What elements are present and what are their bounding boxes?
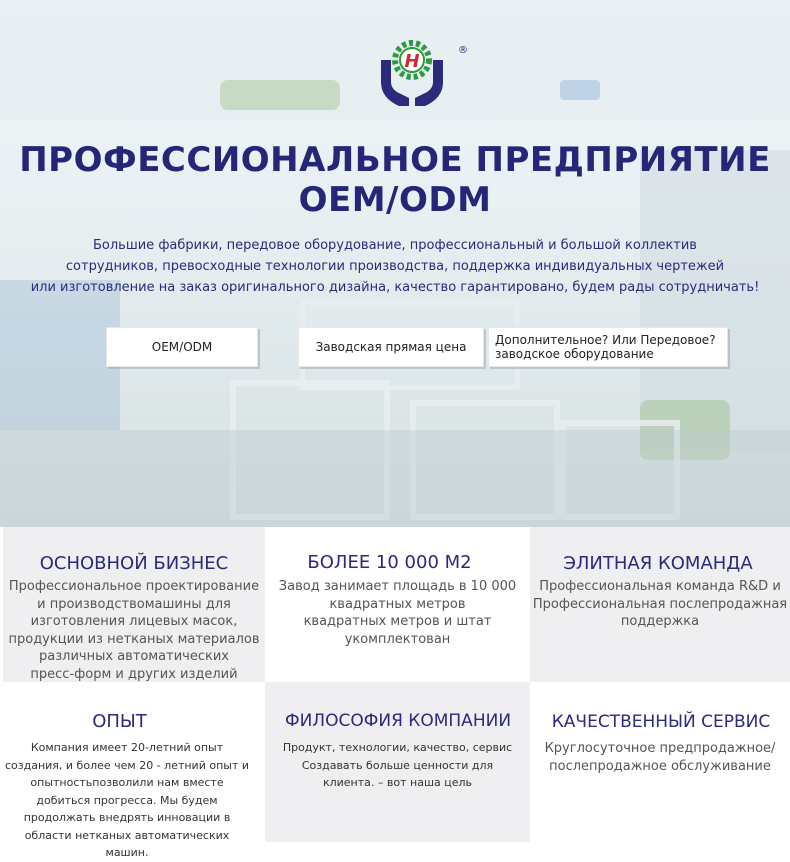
feature-team-text [530,578,790,631]
feature-area-line: квадратных метров [329,596,466,612]
hero-desc-line-2: сотрудников, превосходные технологии производства, поддержка индивидуальных чертежей [65,259,725,274]
feature-experience-line: машин. [105,846,149,859]
hero-title-line-2: OEM/ODM [298,180,492,220]
feature-philosophy-text [265,739,530,792]
feature-experience-line: области нетканых автоматических [24,828,230,842]
feature-experience-text [0,739,254,862]
svg-text:H: H [404,51,420,72]
feature-area-title: БОЛЕЕ 10 000 М2 [307,552,472,573]
feature-area-line: Завод занимает площадь в 10 000 [278,579,517,594]
feature-philosophy-line: Продукт, технологии, качество, сервис [282,741,513,754]
feature-experience-line: продолжать внедрять инновации в [23,811,231,824]
feature-core-title: ОСНОВНОЙ БИЗНЕС [39,553,229,574]
feature-service-text [530,740,790,776]
feature-service-line: послепродажное обслуживание [549,759,771,774]
feature-experience-line: добиться прогресса. Мы будем [36,793,218,807]
feature-elite-team [530,527,790,682]
feature-core-line: Профессиональное проектирование [8,579,260,594]
factory-left-machine [0,280,120,430]
feature-area-line: укомплектован [344,631,451,647]
company-logo-icon [379,38,445,108]
oem-odm-button[interactable]: OEM/ODM [106,327,258,367]
factory-floor [0,430,790,527]
feature-core-business [3,527,265,682]
hero-title-line-1: ПРОФЕССИОНАЛЬНОЕ ПРЕДПРИЯТИЕ [19,140,771,180]
feature-area-line: квадратных метров и штат [303,614,492,629]
feature-experience-line: Компания имеет 20-летний опыт [30,741,224,754]
feature-core-line: пресс-форм и других изделий [30,666,238,682]
factory-machine-detail [560,80,600,100]
feature-core-line: различных автоматических [39,649,229,664]
hero-title [0,140,790,220]
advanced-equipment-button[interactable] [488,327,728,367]
feature-experience [0,682,265,862]
feature-core-line: продукции из нетканых материалов [8,631,260,647]
feature-experience-line: опытностьпозволили нам вместе [30,776,224,789]
hero-desc-line-1: Большие фабрики, передовое оборудование, профессиональный и большой коллектив [93,238,697,253]
feature-area [265,527,530,682]
hero-desc-line-3: или изготовление на заказ оригинального дизайна, качество гарантировано, будем рады сотрудничать! [30,280,760,295]
advanced-equipment-line-2: заводское оборудование [495,347,654,361]
registered-mark: ® [458,45,468,56]
feature-experience-line: создания, и более чем 20 - летний опыт и [4,758,250,772]
feature-quality-service [530,682,790,862]
feature-core-line: изготовления лицевых масок, [30,614,238,629]
feature-core-line: и производствомашины для [37,596,231,612]
feature-area-text [265,578,530,648]
feature-team-line: поддержка [620,614,700,629]
feature-philosophy-title: ФИЛОСОФИЯ КОМПАНИИ [284,711,512,731]
hero-description [20,235,770,298]
feature-service-title: КАЧЕСТВЕННЫЙ СЕРВИС [551,712,771,732]
feature-team-line: Профессиональная послепродажная [532,596,788,612]
feature-core-text [3,578,265,682]
feature-philosophy-line: Создавать больше ценности для [301,758,494,772]
factory-price-button[interactable]: Заводская прямая цена [298,327,484,367]
feature-service-line: Круглосуточное предпродажное/ [544,741,776,756]
feature-experience-title: ОПЫТ [92,711,147,732]
feature-team-line: Профессиональная команда R&D и [539,579,781,594]
factory-green-detail [220,80,340,110]
advanced-equipment-line-1: Дополнительное? Или Передовое? [495,333,716,347]
feature-team-title: ЭЛИТНАЯ КОМАНДА [563,553,753,574]
feature-philosophy-line: клиента. – вот наша цель [322,776,473,789]
feature-philosophy [265,682,530,842]
